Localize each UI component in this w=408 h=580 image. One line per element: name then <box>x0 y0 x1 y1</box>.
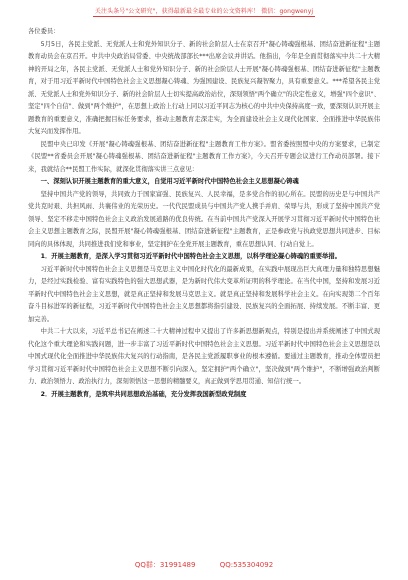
subsection-heading: 1．开展主题教育，是深入学习贯彻习近平新时代中国特色社会主义思想，以科学理论凝心铸魂的重要举措。 <box>40 253 341 260</box>
paragraph: 民盟中央已印发《开展"凝心铸魂强根基、团结奋进新征程"主题教育工作方案》。盟省委按照盟中央的方案要求，已制定《民盟**省委员会开展"凝心铸魂强根基、团结奋进新征程"主题教育工作方案》，今天召开专题会议进行工作动员部署。接下来，我就结合**民盟工作实际，就深化贯彻落实讲三点意见： <box>28 140 380 173</box>
subsection-heading: 2．开展主题教育，是筑牢共同思想政治基础，充分发挥我国新型政党制度 <box>40 390 247 398</box>
contact-footer <box>0 560 408 570</box>
document-body <box>28 26 380 401</box>
salutation: 各位委员： <box>28 28 60 35</box>
qq-group: QQ群：31991489 <box>134 561 196 569</box>
qq-contact: QQ:535304092 <box>219 561 274 569</box>
section-heading: 一、深刻认识开展主题教育的重大意义，自觉用习近平新时代中国特色社会主义思想凝心铸魂 <box>40 178 299 185</box>
promo-banner <box>0 6 408 15</box>
paragraph: 5月5日，各民主党派、无党派人士和党外知识分子、新的社会阶层人士在京召开"凝心铸魂强根基、团结奋进新征程"主题教育动员会在京召开。中共中央政治局常委、中央统战部部长***出席会议并讲话。他指出，今年是全面贯彻落实中共二十大精神的开局之年，各民主党派、无党派人士和党外知识分子、新的社会阶层人士开展"凝心铸魂强根基、团结奋进新征程"主题教育，对于用习近平新时代中国特色社会主义思想凝心铸魂、为强国建设、民族复兴凝智聚力，具有重要意义。***希望各民主党派、无党派人士和党外知识分子、新的社会阶层人士切实提高政治站位，深刻领悟"两个确立"的决定性意义，增强"四个意识"、坚定"四个自信"、做到"两个维护"，在思想上政治上行动上同以习近平同志为核心的中共中央保持高度一致，要深刻认识开展主题教育的重要意义，准确把握目标任务要求，推动主题教育走深走实，为全面建设社会主义现代化国家、全面推进中华民族伟大复兴而发挥作用。 <box>28 40 380 135</box>
paragraph: 坚持中国共产党的领导，共同致力于国家富强、民族复兴、人民幸福，是多党合作的初心所在。民盟的历史是与中国共产党共克时艰、共担风雨、共襄伟业的光荣历史。一代代民盟成员与中国共产党人携手并肩、荣辱与共，形成了坚持中国共产党领导、坚定不移走中国特色社会主义政治发展道路的优良传统。在当前中国共产党深入开展学习贯彻习近平新时代中国特色社会主义思想主题教育之际，民盟开展"凝心铸魂强根基、团结奋进新征程"主题教育，正是参政党与执政党思想共同进步、目标同向的具体体现，共同推进我们党和事业，坚定拥护在全党开展主题教育，重在思想认同、行动自觉上。 <box>28 190 380 248</box>
paragraph: 中共二十大以来，习近平总书记在阐述二十大精神过程中又提出了许多新思想新观点，特别是提出并系统阐述了中国式现代化这个重大理论和实践问题，进一步丰富了习近平新时代中国特色社会主义思想。习近平新时代中国特色社会主义思想是以中国式现代化全面推进中华民族伟大复兴的行动指南，是各民主党派履职事业的根本遵循。要通过主题教育，推动全体盟员把学习贯彻习近平新时代中国特色社会主义思想不断引向深入，坚定拥护"两个确立"，坚决做到"两个维护"，不断增强政治判断力、政治领悟力、政治执行力，深刻领悟这一思想的精髓要义，真正做到学思用贯通、知信行统一。 <box>28 328 380 385</box>
promo-banner-text: 关注头条号"公文研究"，获得最新最全最专业的公文资料库！ 微信：gongwenyj <box>94 8 314 15</box>
paragraph: 习近平新时代中国特色社会主义思想是马克思主义中国化时代化的最新成果，在实践中展现出巨大真理力量和独特思想魅力，是经过实践检验、富有实践特色的强大思想武器，是为新时代伟大变革所证明的科学理论。在当代中国，坚持和发展习近平新时代中国特色社会主义思想，就是真正坚持和发展马克思主义。就是真正坚持和发展科学社会主义。在向实现第二个百年奋斗目标进军的新征程，习近平新时代中国特色社会主义思想都将指引建设、民族复兴的全面拓展、持续发展。不断丰富、更加完善。 <box>28 265 380 323</box>
